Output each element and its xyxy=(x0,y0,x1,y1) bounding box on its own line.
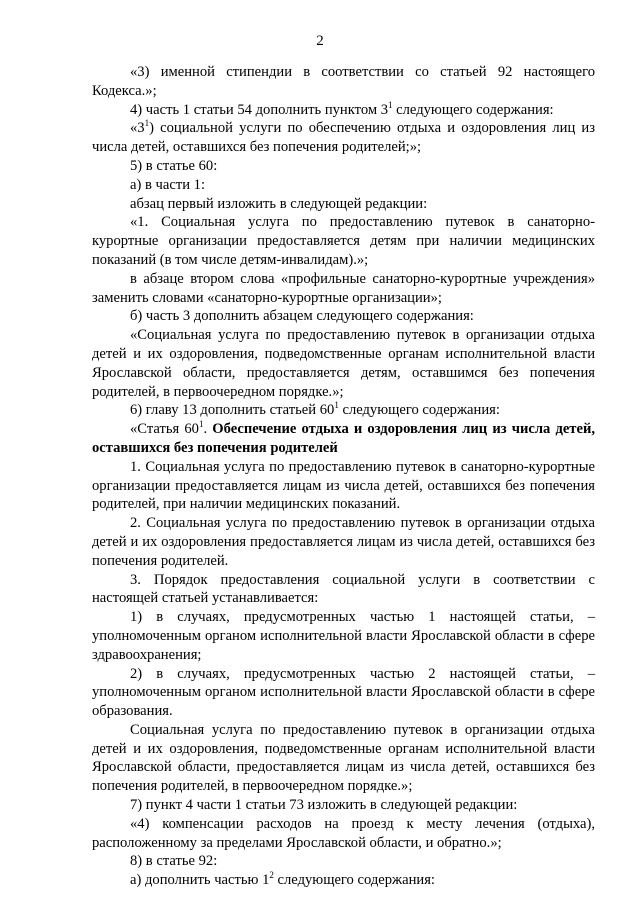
paragraph: а) дополнить частью $1^2$ следующего содержания: xyxy=(130,870,435,889)
page-number: 2 xyxy=(316,33,324,49)
paragraph: 8) в статье 92: xyxy=(130,853,218,870)
paragraph: абзац первый изложить в следующей редакции: xyxy=(130,195,428,212)
paragraph: «Социальная услуга по предоставлению путевок в организации отдыха детей и их оздоровления, подведомственные органам исполнительной власти Ярославской области, предоставляется детям, оставшимся без попечения родителей, в первоочередном порядке.»; xyxy=(92,327,595,400)
paragraph: в абзаце втором слова «профильные санаторно-курортные учреждения» заменить словами «санаторно-курортные организации»; xyxy=(92,270,595,306)
paragraph: 1. Социальная услуга по предоставлению путевок в санаторно-курортные организации предоставляется лицам из числа детей, оставшихся без попечения родителей, при наличии медицинских показаний. xyxy=(92,458,595,513)
paragraph: 2) в случаях, предусмотренных частью 2 настоящей статьи, – уполномоченным органом исполнительной власти Ярославской области в сфере образования. xyxy=(92,665,595,720)
paragraph: «3) именной стипендии в соответствии со статьей 92 настоящего Кодекса.»; xyxy=(92,64,595,99)
paragraph: 1) в случаях, предусмотренных частью 1 настоящей статьи, – уполномоченным органом исполнительной власти Ярославской области в сфере здравоохранения; xyxy=(92,609,595,663)
paragraph: Социальная услуга по предоставлению путевок в организации отдыха детей и их оздоровления, подведомственные органам исполнительной власти Ярославской области, предоставляется лицам из числа детей, оставшихся без попечения родителей, в первоочередном порядке.»; xyxy=(92,721,595,795)
paragraph: б) часть 3 дополнить абзацем следующего содержания: xyxy=(130,308,474,325)
paragraph: «1. Социальная услуга по предоставлению путевок в санаторно-курортные организации предоставляется детям при наличии медицинских показаний (в том числе детям-инвалидам).»; xyxy=(92,214,595,268)
paragraph: 6) главу 13 дополнить статьей $60^1$ следующего содержания: xyxy=(130,400,500,419)
paragraph: 2. Социальная услуга по предоставлению путевок в организации отдыха детей и их оздоровления предоставляется лицам из числа детей, оставшихся без попечения родителей. xyxy=(92,515,595,569)
article-heading: «Статья $60^1$. Обеспечение отдыха и оздоровления лиц из числа детей, оставшихся без попечения родителей xyxy=(92,419,596,456)
paragraph: а) в части 1: xyxy=(130,176,206,193)
paragraph: «$3^1$) социальной услуги по обеспечению отдыха и оздоровления лиц из числа детей, оставшихся без попечения родителей;»; xyxy=(92,118,595,156)
paragraph: 3. Порядок предоставления социальной услуги в соответствии с настоящей статьей устанавливается: xyxy=(92,571,595,607)
paragraph: 4) часть 1 статьи 54 дополнить пунктом $3^1$ следующего содержания: xyxy=(130,99,554,118)
paragraph: 5) в статье 60: xyxy=(130,157,218,174)
paragraph: 7) пункт 4 части 1 статьи 73 изложить в следующей редакции: xyxy=(130,797,518,814)
paragraph: «4) компенсации расходов на проезд к месту лечения (отдыха), расположенному за пределами Ярославской области, и обратно.»; xyxy=(92,815,595,851)
document-body xyxy=(92,63,595,890)
